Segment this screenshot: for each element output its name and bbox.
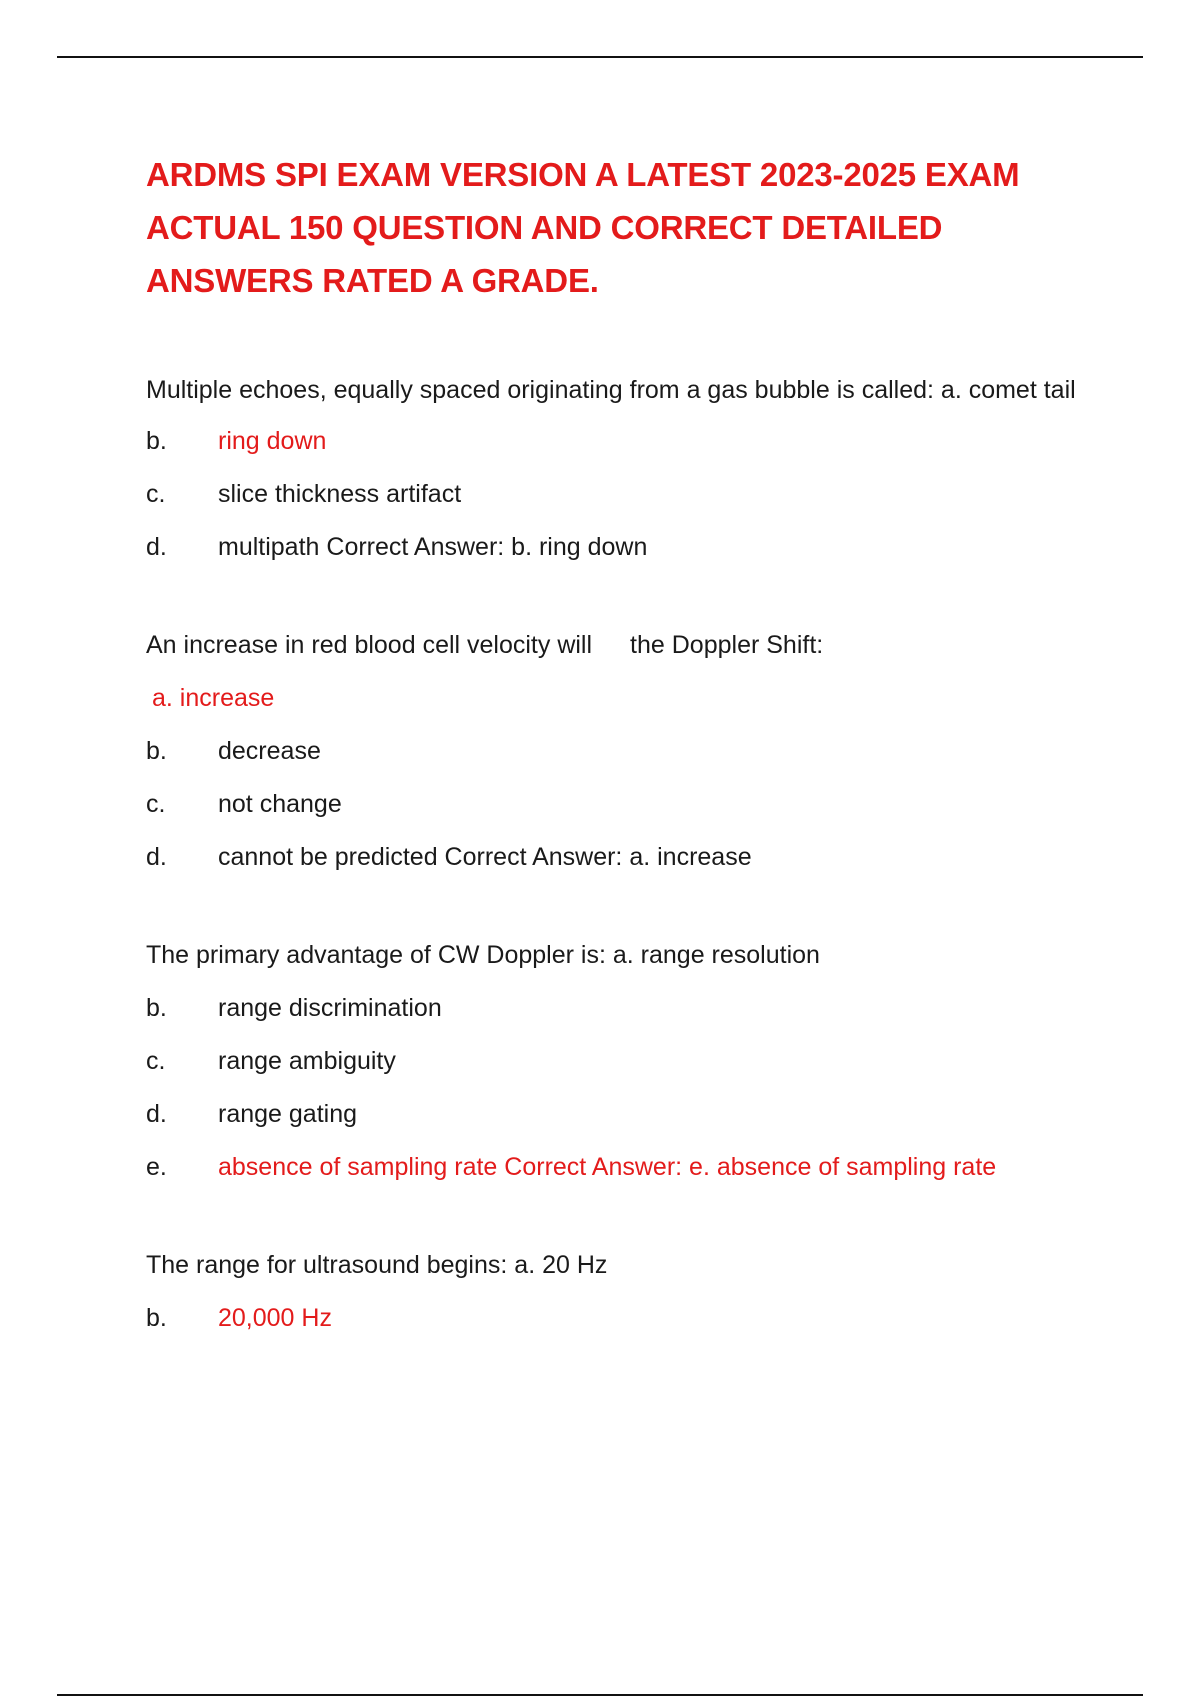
question-1: [146, 371, 1076, 566]
question-4: [146, 1246, 1076, 1337]
option-letter: b.: [146, 737, 167, 765]
option-letter: d.: [146, 843, 167, 871]
option-item: [146, 732, 1076, 770]
option-item: [146, 422, 1076, 460]
question-3: [146, 936, 1076, 1186]
option-item: [146, 1299, 1076, 1337]
option-text: multipath Correct Answer: b. ring down: [218, 533, 648, 561]
option-item: [146, 838, 1076, 876]
option-letter: b.: [146, 427, 167, 455]
header-rule: [57, 56, 1143, 58]
option-letter: c.: [146, 480, 166, 508]
option-item: [146, 475, 1076, 513]
option-item: [146, 785, 1076, 823]
option-letter: e.: [146, 1153, 167, 1181]
option-text: slice thickness artifact: [218, 480, 462, 508]
option-letter: d.: [146, 1100, 167, 1128]
option-text: range gating: [218, 1100, 358, 1128]
document-body: [146, 148, 1076, 1337]
option-item: [146, 1148, 1076, 1186]
question-stem: The range for ultrasound begins: a. 20 Hz: [146, 1251, 608, 1279]
option-text-highlighted: ring down: [218, 427, 327, 455]
option-item: [146, 528, 1076, 566]
option-text-highlighted: 20,000 Hz: [218, 1304, 332, 1332]
question-stem-part1: An increase in red blood cell velocity will: [146, 631, 593, 659]
option-letter: d.: [146, 533, 167, 561]
option-letter: b.: [146, 994, 167, 1022]
option-letter: b.: [146, 1304, 167, 1332]
option-text: range discrimination: [218, 994, 442, 1022]
highlighted-answer: a. increase: [152, 684, 275, 712]
option-text: range ambiguity: [218, 1047, 396, 1075]
option-text: decrease: [218, 737, 321, 765]
footer-rule: [57, 1694, 1143, 1696]
option-text: cannot be predicted Correct Answer: a. increase: [218, 843, 752, 871]
question-stem-part2: the Doppler Shift:: [630, 631, 824, 659]
option-letter: c.: [146, 1047, 166, 1075]
option-item: [146, 989, 1076, 1027]
option-item: [146, 1095, 1076, 1133]
option-text-highlighted: absence of sampling rate Correct Answer: e. absence of sampling rate: [218, 1153, 997, 1181]
document-title: ARDMS SPI EXAM VERSION A LATEST 2023-2025 EXAM ACTUAL 150 QUESTION AND CORRECT DETAILED ANSWERS RATED A GRADE.: [146, 156, 1020, 299]
question-2: [146, 626, 1076, 876]
option-text: not change: [218, 790, 342, 818]
question-stem: Multiple echoes, equally spaced originating from a gas bubble is called: a. comet tail: [146, 376, 1076, 404]
option-letter: c.: [146, 790, 166, 818]
question-stem: The primary advantage of CW Doppler is: a. range resolution: [146, 941, 820, 969]
question-stem: [146, 626, 1076, 664]
option-item: [146, 1042, 1076, 1080]
